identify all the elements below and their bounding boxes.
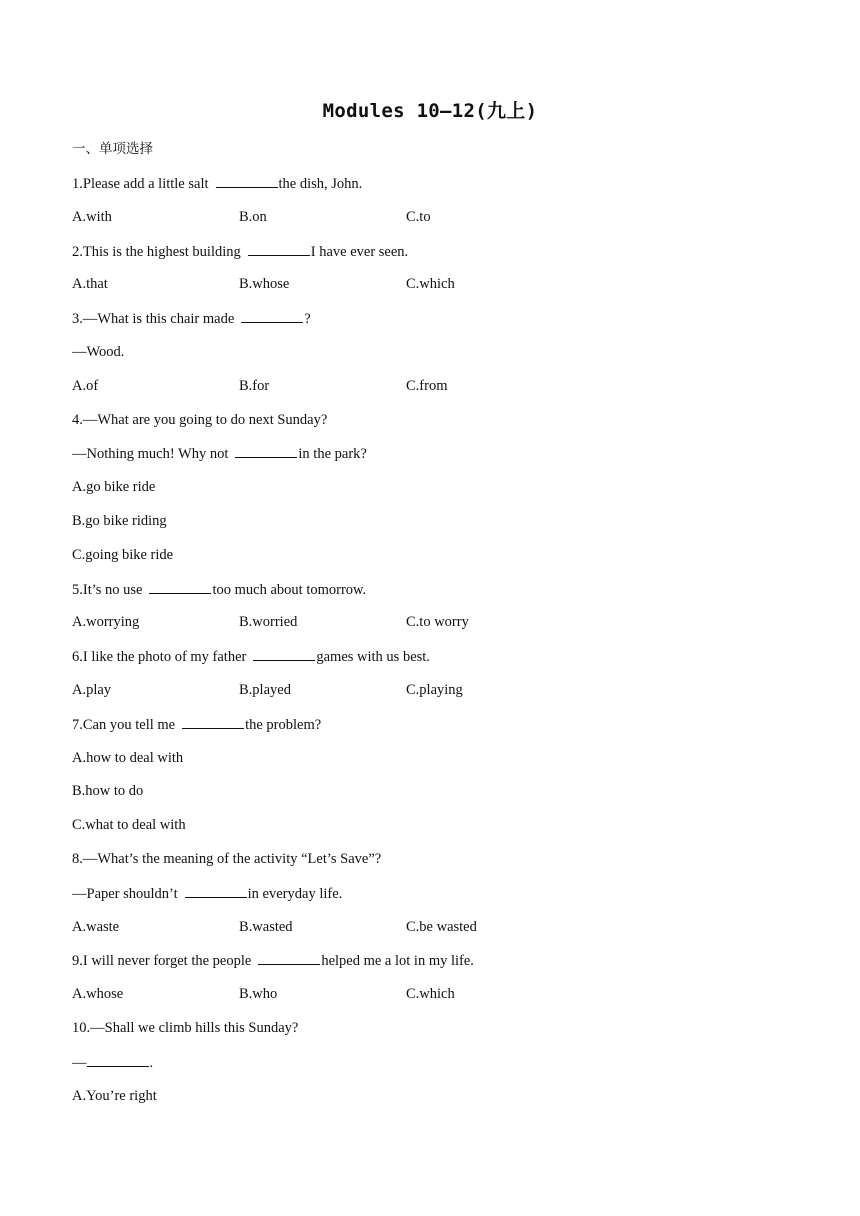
- question-6: [72, 646, 792, 680]
- answer-blank: [241, 308, 303, 323]
- option-c: C.be wasted: [406, 918, 477, 935]
- option-b: B.who: [239, 986, 278, 1003]
- option-c: C.which: [406, 276, 455, 293]
- question-10-reply: [72, 1052, 792, 1086]
- option-a: A.how to deal with: [72, 749, 184, 766]
- question-2-text-end: I have ever seen.: [310, 243, 409, 260]
- option-c: C.going bike ride: [72, 546, 174, 563]
- option-a: A.play: [72, 681, 112, 698]
- option-a: A.You’re right: [72, 1087, 157, 1104]
- answer-blank: [248, 241, 310, 256]
- option-c: C.playing: [406, 681, 463, 698]
- section-heading: 一、单项选择: [72, 141, 153, 157]
- answer-blank: [253, 646, 315, 661]
- answer-blank: [258, 950, 320, 965]
- question-1-options: [72, 207, 792, 241]
- question-list: [72, 139, 792, 1119]
- option-a: A.go bike ride: [72, 479, 156, 496]
- question-6-text: 6.I like the photo of my father: [72, 649, 247, 666]
- page-title: Modules 10—12(九上): [322, 100, 538, 122]
- question-8-options: [72, 917, 792, 951]
- question-1-text: 1.Please add a little salt: [72, 176, 209, 192]
- question-8-text: —Paper shouldn’t: [72, 885, 178, 902]
- question-10-text-end: .: [149, 1054, 154, 1071]
- question-3-options: [72, 376, 792, 410]
- option-b: B.for: [239, 377, 270, 394]
- question-7-text-end: the problem?: [245, 716, 322, 733]
- question-9-text-end: helped me a lot in my life.: [321, 953, 474, 970]
- question-10: 10.—Shall we climb hills this Sunday?: [72, 1019, 299, 1036]
- option-c: C.to: [406, 208, 431, 225]
- question-8: 8.—What’s the meaning of the activity “Let’s Save”?: [72, 850, 382, 867]
- question-4: 4.—What are you going to do next Sunday?: [72, 411, 328, 428]
- question-3-text: 3.—What is this chair made: [72, 311, 235, 328]
- option-a: A.waste: [72, 918, 120, 935]
- option-b: B.played: [239, 681, 291, 698]
- question-8-reply: [72, 883, 792, 917]
- question-2-options: [72, 274, 792, 308]
- option-b: B.go bike riding: [72, 512, 167, 529]
- question-7-text: 7.Can you tell me: [72, 716, 176, 733]
- question-9-options: [72, 984, 792, 1018]
- option-c: C.what to deal with: [72, 817, 186, 834]
- question-10-text: —: [72, 1054, 87, 1071]
- question-4-reply: [72, 443, 792, 477]
- question-5-text-end: too much about tomorrow.: [212, 581, 367, 598]
- question-3: [72, 308, 792, 342]
- option-a: A.worrying: [72, 614, 140, 631]
- option-b: B.on: [239, 208, 267, 225]
- option-b: B.wasted: [239, 918, 293, 935]
- answer-blank: [87, 1052, 149, 1067]
- option-b: B.how to do: [72, 783, 144, 800]
- option-a: A.whose: [72, 986, 124, 1003]
- option-c: C.to worry: [406, 614, 469, 631]
- option-a: A.with: [72, 208, 112, 225]
- answer-blank: [216, 173, 278, 188]
- question-6-text-end: games with us best.: [316, 649, 430, 666]
- question-3-text-end: ?: [304, 311, 311, 328]
- question-5-text: 5.It’s no use: [72, 581, 143, 598]
- question-1: [72, 173, 792, 207]
- answer-blank: [149, 579, 211, 594]
- question-5: [72, 579, 792, 613]
- option-a: A.that: [72, 276, 108, 293]
- question-6-options: [72, 680, 792, 714]
- option-c: C.from: [406, 377, 448, 394]
- option-c: C.which: [406, 986, 455, 1003]
- question-8-text-end: in everyday life.: [247, 885, 343, 902]
- question-2: [72, 241, 792, 275]
- question-2-text: 2.This is the highest building: [72, 243, 241, 260]
- option-a: A.of: [72, 377, 99, 394]
- option-b: B.worried: [239, 614, 298, 631]
- question-4-text: —Nothing much! Why not: [72, 446, 229, 463]
- question-7: [72, 714, 792, 748]
- answer-blank: [182, 714, 244, 729]
- question-9-text: 9.I will never forget the people: [72, 953, 252, 970]
- question-4-text-end: in the park?: [298, 446, 367, 463]
- question-1-text-end: the dish, John.: [278, 176, 363, 192]
- question-3-answer: —Wood.: [72, 343, 125, 360]
- question-5-options: [72, 612, 792, 646]
- answer-blank: [235, 443, 297, 458]
- answer-blank: [185, 883, 247, 898]
- option-b: B.whose: [239, 276, 290, 293]
- question-9: [72, 950, 792, 984]
